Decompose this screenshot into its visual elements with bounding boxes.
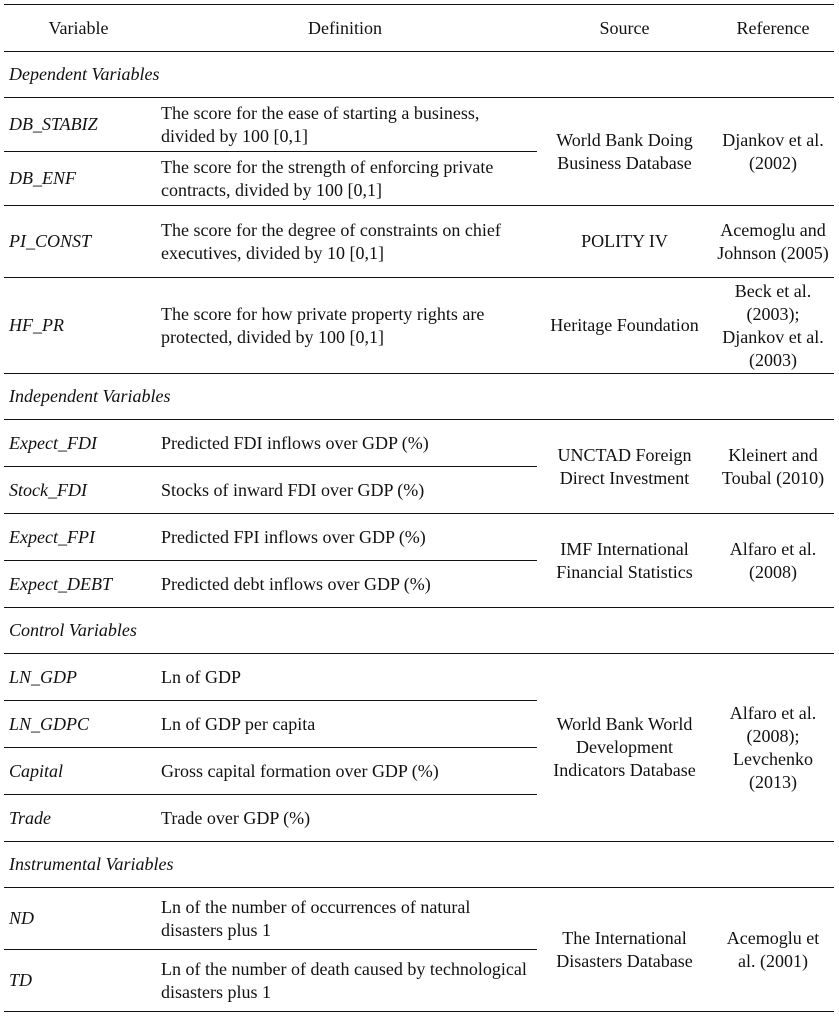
reference-cell: Acemoglu and Johnson (2005) [712,206,834,278]
definition-cell: Predicted debt inflows over GDP (%) [153,561,537,608]
definition-cell: Trade over GDP (%) [153,795,537,842]
source-cell: UNCTAD Foreign Direct Investment [537,420,712,514]
definition-cell: The score for the ease of starting a business, divided by 100 [0,1] [153,98,537,152]
header-definition: Definition [153,5,537,52]
definition-cell: Predicted FDI inflows over GDP (%) [153,420,537,467]
section-row [4,374,834,420]
variable-cell: TD [4,950,153,1012]
table-row [4,888,834,950]
section-row [4,842,834,888]
variable-cell: Trade [4,795,153,842]
source-cell: IMF International Financial Statistics [537,514,712,608]
section-control-label: Control Variables [4,608,834,654]
definition-cell: Gross capital formation over GDP (%) [153,748,537,795]
variable-cell: ND [4,888,153,950]
source-cell: POLITY IV [537,206,712,278]
section-instrumental-label: Instrumental Variables [4,842,834,888]
variable-cell: Stock_FDI [4,467,153,514]
table-row [4,420,834,467]
variable-cell: HF_PR [4,278,153,374]
definition-cell: The score for the strength of enforcing private contracts, divided by 100 [0,1] [153,152,537,206]
variable-cell: LN_GDP [4,654,153,701]
table-row [4,654,834,701]
header-row [4,5,834,52]
source-cell: Heritage Foundation [537,278,712,374]
section-independent-label: Independent Variables [4,374,834,420]
definition-cell: The score for how private property rights are protected, divided by 100 [0,1] [153,278,537,374]
definition-cell: Ln of the number of occurrences of natural disasters plus 1 [153,888,537,950]
definition-cell: Ln of GDP per capita [153,701,537,748]
definition-cell: The score for the degree of constraints on chief executives, divided by 10 [0,1] [153,206,537,278]
table-row [4,278,834,374]
source-cell: The International Disasters Database [537,888,712,1012]
variables-table [4,4,834,1012]
table-row [4,206,834,278]
header-reference: Reference [712,5,834,52]
source-cell: World Bank World Development Indicators Database [537,654,712,842]
reference-cell: Acemoglu et al. (2001) [712,888,834,1012]
variable-cell: PI_CONST [4,206,153,278]
reference-cell: Alfaro et al. (2008) [712,514,834,608]
definition-cell: Ln of GDP [153,654,537,701]
table-row [4,98,834,152]
source-cell: World Bank Doing Business Database [537,98,712,206]
definition-cell: Ln of the number of death caused by technological disasters plus 1 [153,950,537,1012]
header-variable: Variable [4,5,153,52]
variable-cell: Expect_FPI [4,514,153,561]
variable-cell: Expect_DEBT [4,561,153,608]
definition-cell: Stocks of inward FDI over GDP (%) [153,467,537,514]
variable-cell: DB_STABIZ [4,98,153,152]
definition-cell: Predicted FPI inflows over GDP (%) [153,514,537,561]
reference-cell: Djankov et al. (2002) [712,98,834,206]
variable-cell: Expect_FDI [4,420,153,467]
reference-cell: Kleinert and Toubal (2010) [712,420,834,514]
table-row [4,514,834,561]
variable-cell: Capital [4,748,153,795]
variable-cell: LN_GDPC [4,701,153,748]
section-dependent-label: Dependent Variables [4,52,834,98]
variable-cell: DB_ENF [4,152,153,206]
header-source: Source [537,5,712,52]
reference-cell: Beck et al. (2003); Djankov et al. (2003) [712,278,834,374]
section-row [4,52,834,98]
section-row [4,608,834,654]
reference-cell: Alfaro et al. (2008); Levchenko (2013) [712,654,834,842]
